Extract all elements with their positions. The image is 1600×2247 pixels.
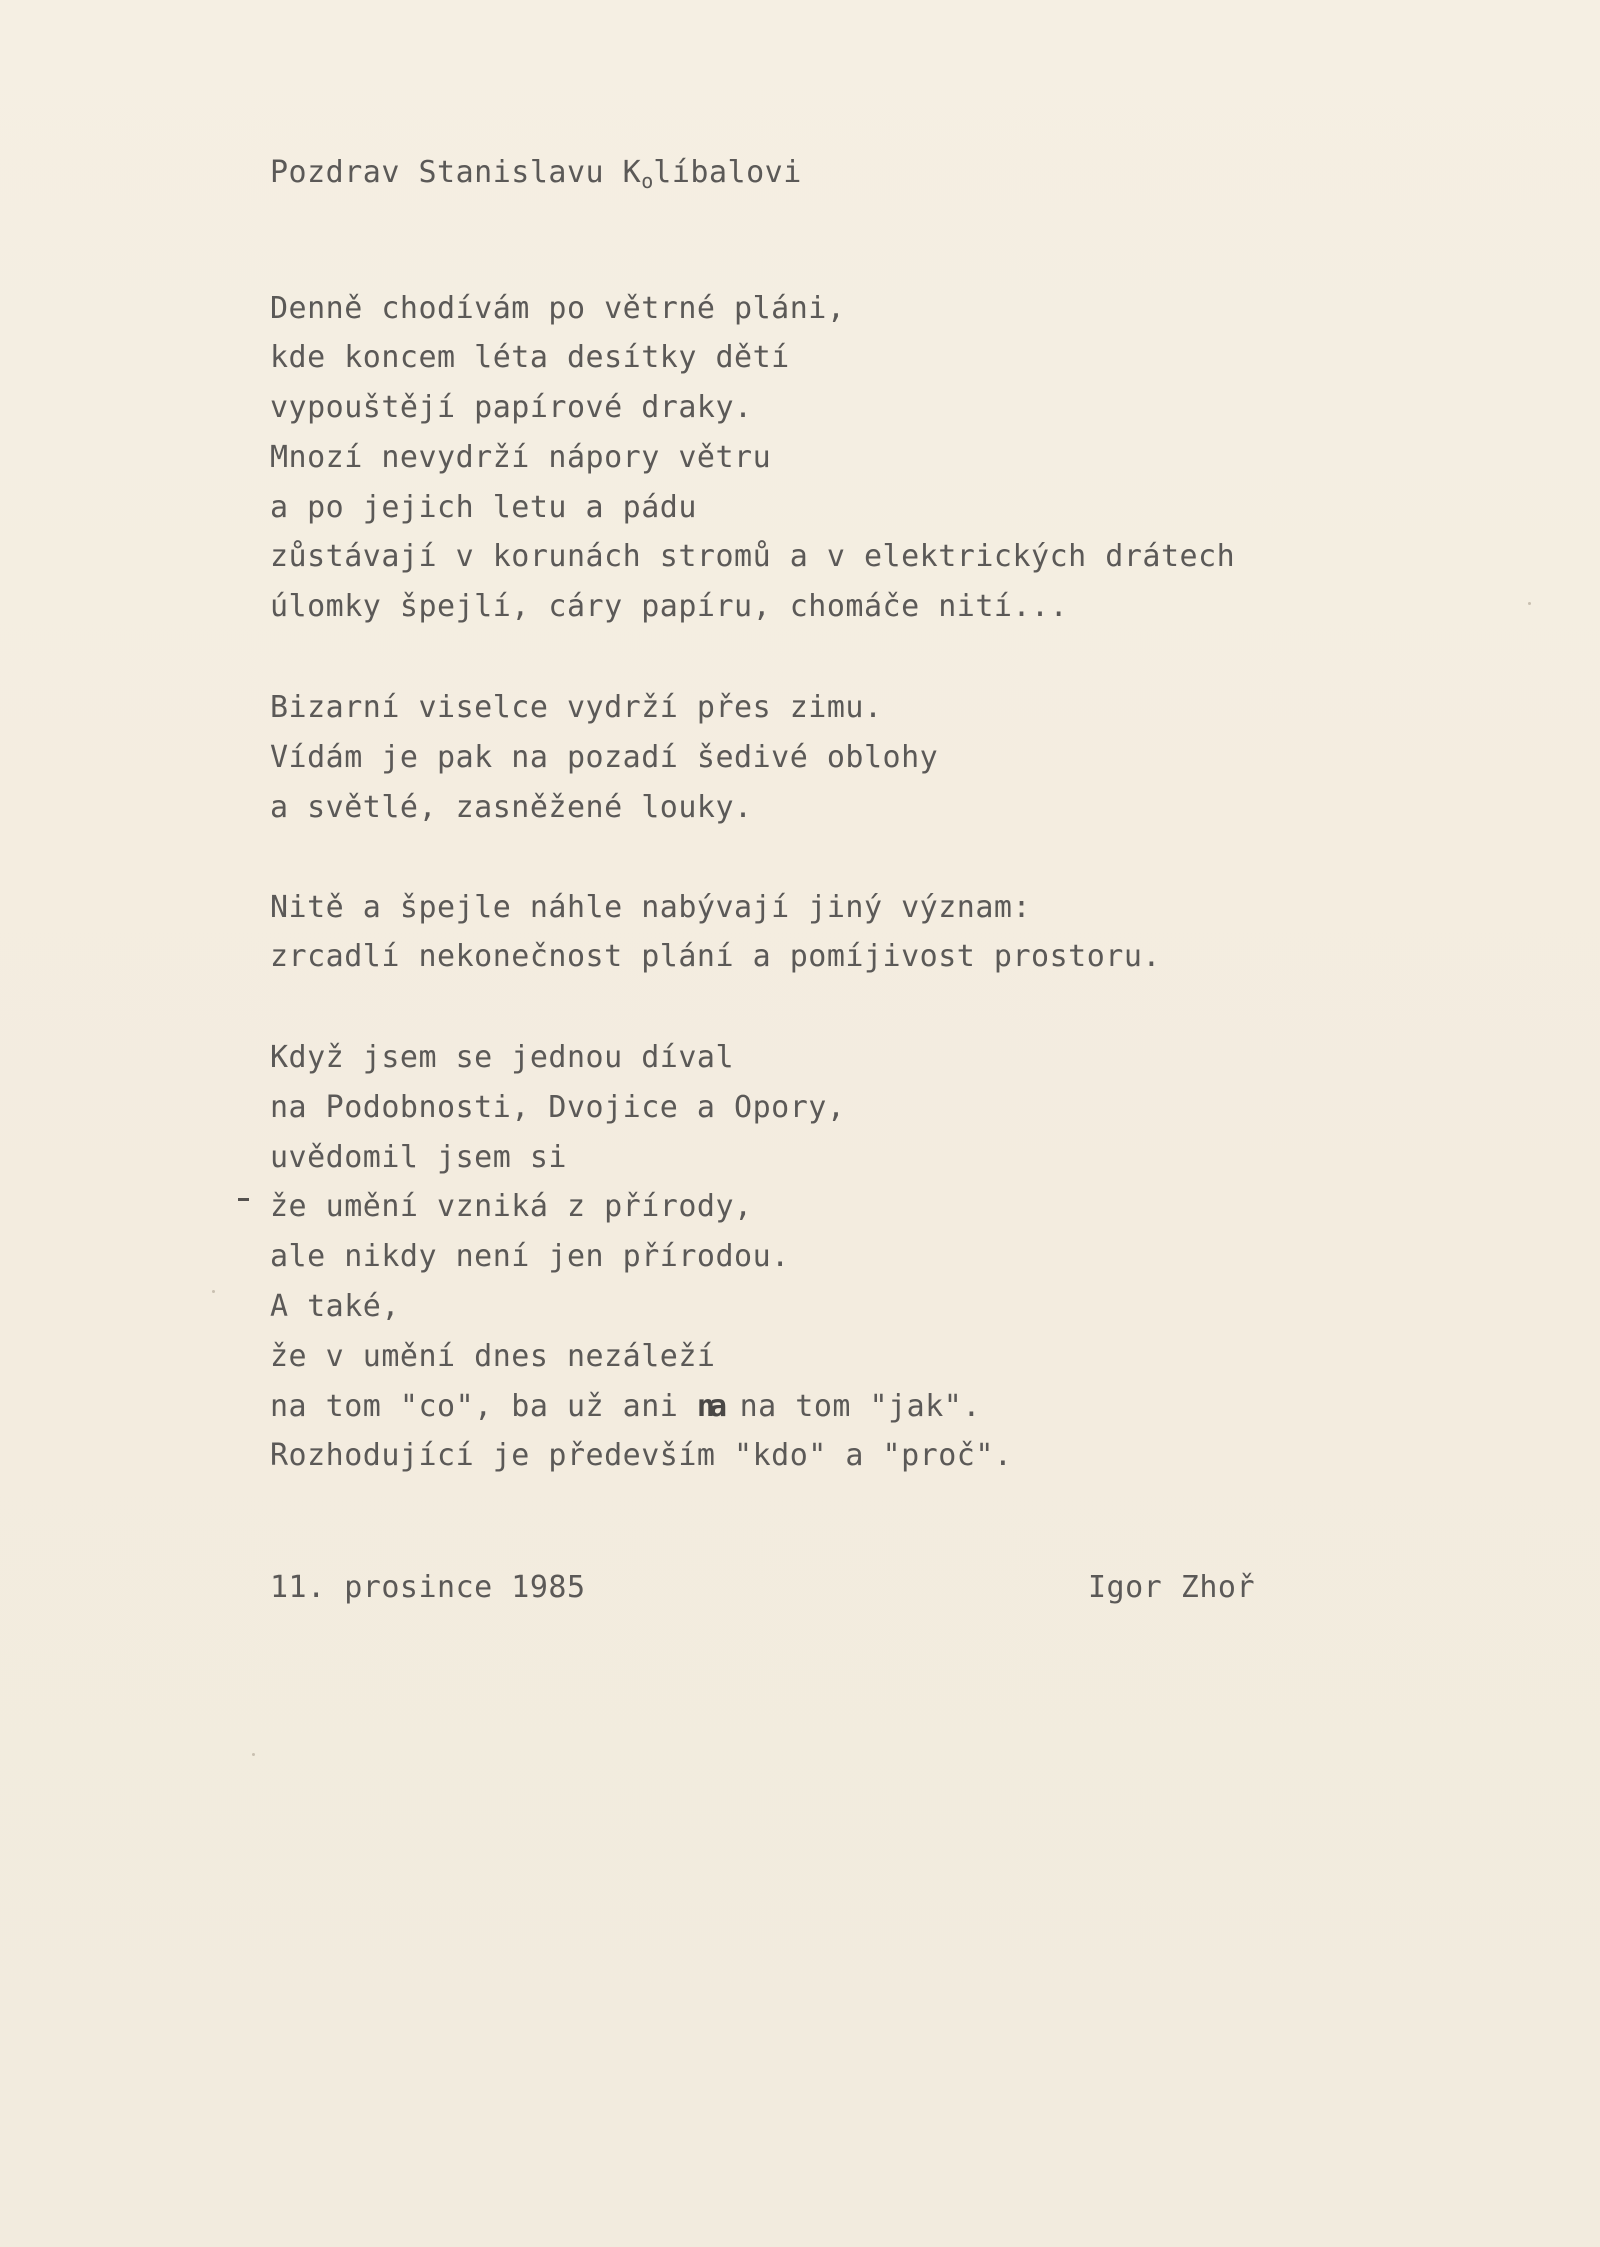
poem-line: Vídám je pak na pozadí šedivé oblohy	[270, 740, 939, 775]
poem-line: A také,	[270, 1289, 400, 1324]
poem-line: uvědomil jsem si	[270, 1140, 567, 1175]
title-text-start: Pozdrav Stanislavu K	[270, 155, 642, 190]
paper-speck	[252, 1753, 255, 1756]
poem-line: Nitě a špejle náhle nabývají jiný význam:	[270, 890, 1032, 925]
line-text-start: na tom "co", ba už ani	[270, 1389, 697, 1424]
paper-speck	[1528, 602, 1531, 605]
poem-line: Když jsem se jednou díval	[270, 1040, 735, 1075]
poem-line: že v umění dnes nezáleží	[270, 1339, 716, 1374]
title-subscript-letter: o	[641, 169, 654, 193]
margin-dash-mark	[238, 1198, 249, 1201]
poem-line-with-correction	[270, 1389, 981, 1425]
poem-line: vypouštějí papírové draky.	[270, 390, 753, 425]
poem-line: že umění vzniká z přírody,	[270, 1189, 753, 1224]
poem-line: Mnozí nevydrží nápory větru	[270, 440, 772, 475]
poem-line: Denně chodívám po větrné pláni,	[270, 291, 846, 326]
line-text-end: na tom "jak".	[721, 1389, 981, 1424]
author-signature: Igor Zhoř	[1088, 1570, 1256, 1605]
poem-title	[270, 155, 802, 199]
poem-line: a po jejich letu a pádu	[270, 490, 697, 525]
poem-line: úlomky špejlí, cáry papíru, chomáče nití...	[270, 589, 1069, 624]
title-text-end: líbalovi	[653, 155, 802, 190]
poem-line: Rozhodující je především "kdo" a "proč".	[270, 1438, 1013, 1473]
poem-line: na Podobnosti, Dvojice a Opory,	[270, 1090, 846, 1125]
struck-out-word: na	[696, 1389, 722, 1424]
date: 11. prosince 1985	[270, 1570, 586, 1605]
poem-line: a světlé, zasněžené louky.	[270, 790, 753, 825]
poem-line: Bizarní viselce vydrží přes zimu.	[270, 690, 883, 725]
poem-line: ale nikdy není jen přírodou.	[270, 1239, 790, 1274]
poem-line: zrcadlí nekonečnost plání a pomíjivost prostoru.	[270, 939, 1161, 974]
paper-speck	[212, 1290, 215, 1293]
poem-line: zůstávají v korunách stromů a v elektrických drátech	[270, 539, 1236, 574]
poem-line: kde koncem léta desítky dětí	[270, 340, 790, 375]
